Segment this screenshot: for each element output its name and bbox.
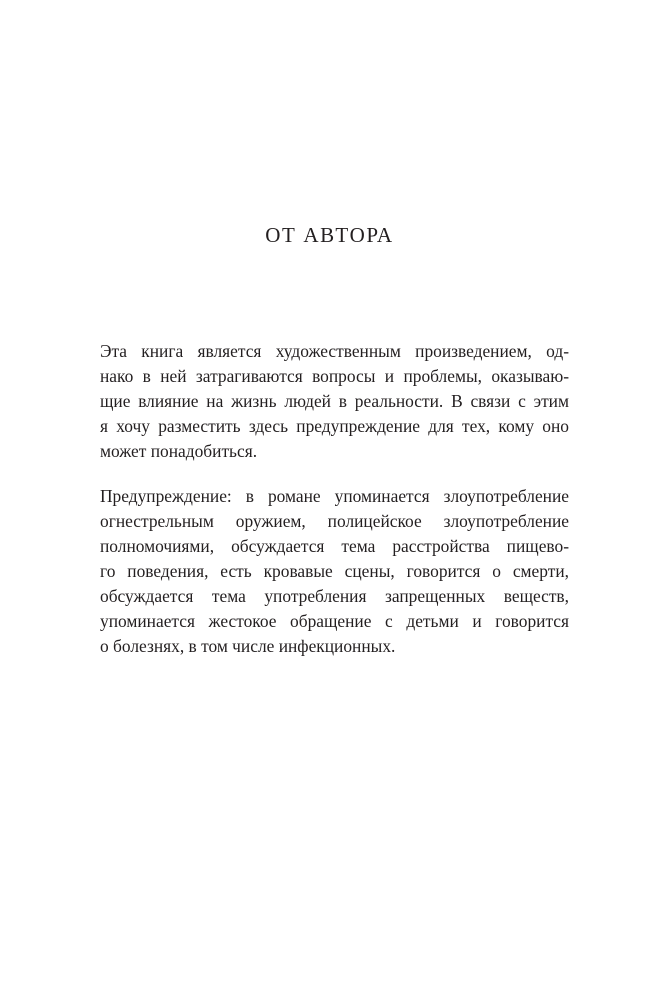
paragraph-intro [100, 339, 569, 464]
text-line: огнестрельным оружием, полицейское злоупотребление [100, 511, 569, 531]
text-line: нако в ней затрагиваются вопросы и проблемы, оказываю- [100, 366, 569, 386]
text-line: может понадобиться. [100, 441, 258, 461]
text-line: о болезнях, в том числе инфекционных. [100, 636, 396, 656]
text-line: обсуждается тема употребления запрещенных веществ, [100, 586, 569, 606]
text-line: щие влияние на жизнь людей в реальности. В связи с этим [100, 391, 569, 411]
paragraph-warning [100, 484, 569, 659]
text-line: Эта книга является художественным произведением, од- [100, 341, 569, 361]
text-line: полномочиями, обсуждается тема расстройства пищево- [100, 536, 569, 556]
text-line: Предупреждение: в романе упоминается злоупотребление [100, 486, 569, 506]
text-line: я хочу разместить здесь предупреждение для тех, кому оно [100, 416, 569, 436]
text-line: го поведения, есть кровавые сцены, говорится о смерти, [100, 561, 569, 581]
chapter-heading: ОТ АВТОРА [265, 223, 394, 247]
text-line: упоминается жестокое обращение с детьми и говорится [100, 611, 569, 631]
